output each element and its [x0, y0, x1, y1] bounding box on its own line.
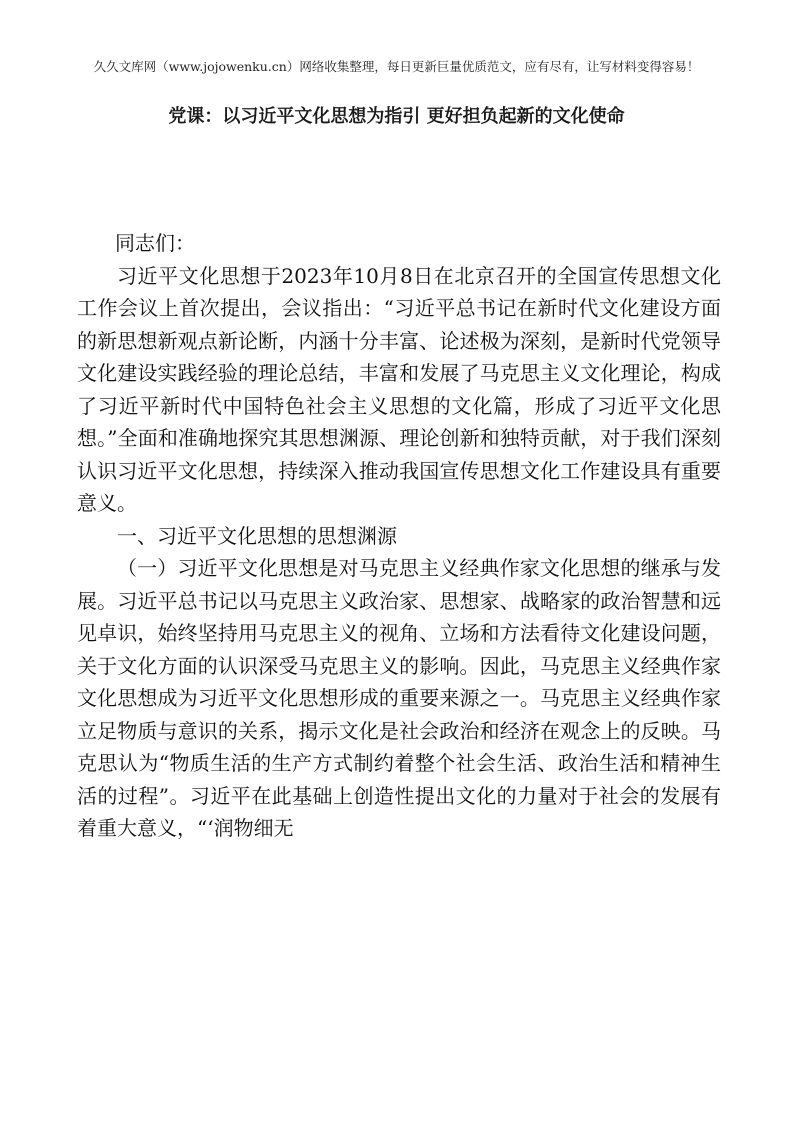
site-banner: 久久文库网（www.jojowenku.cn）网络收集整理，每日更新巨量优质范文，应有尽有，让写材料变得容易！ [93, 59, 700, 74]
salutation: 同志们： [115, 231, 195, 255]
paragraph-subsection-1: （一）习近平文化思想是对马克思主义经典作家文化思想的继承与发展。习近平总书记以马克思主义政治家、思想家、战略家的政治智慧和远见卓识，始终坚持用马克思主义的视角、立场和方法看待文化建设问题，关于文化方面的认识深受马克思主义的影响。因此，马克思主义经典作家文化思想成为习近平文化思想形成的重要来源之一。马克思主义经典作家立足物质与意识的关系，揭示文化是社会政治和经济在观念上的反映。马克思认为“物质生活的生产方式制约着整个社会生活、政治生活和精神生活的过程”。习近平在此基础上创造性提出文化的力量对于社会的发展有着重大意义，“‘润物细无 [77, 556, 721, 840]
document-body [77, 227, 721, 845]
paragraph-intro: 习近平文化思想于2023年10月8日在北京召开的全国宣传思想文化工作会议上首次提出，会议指出：“习近平总书记在新时代文化建设方面的新思想新观点新论断，内涵十分丰富、论述极为深刻，是新时代党领导文化建设实践经验的理论总结，丰富和发展了马克思主义文化理论，构成了习近平新时代中国特色社会主义思想的文化篇，形成了习近平文化思想。”全面和准确地探究其思想渊源、理论创新和独特贡献，对于我们深刻认识习近平文化思想，持续深入推动我国宣传思想文化工作建设具有重要意义。 [77, 263, 721, 515]
document-title: 党课：以习近平文化思想为指引 更好担负起新的文化使命 [168, 106, 625, 127]
section-heading: 一、习近平文化思想的思想渊源 [117, 523, 397, 548]
